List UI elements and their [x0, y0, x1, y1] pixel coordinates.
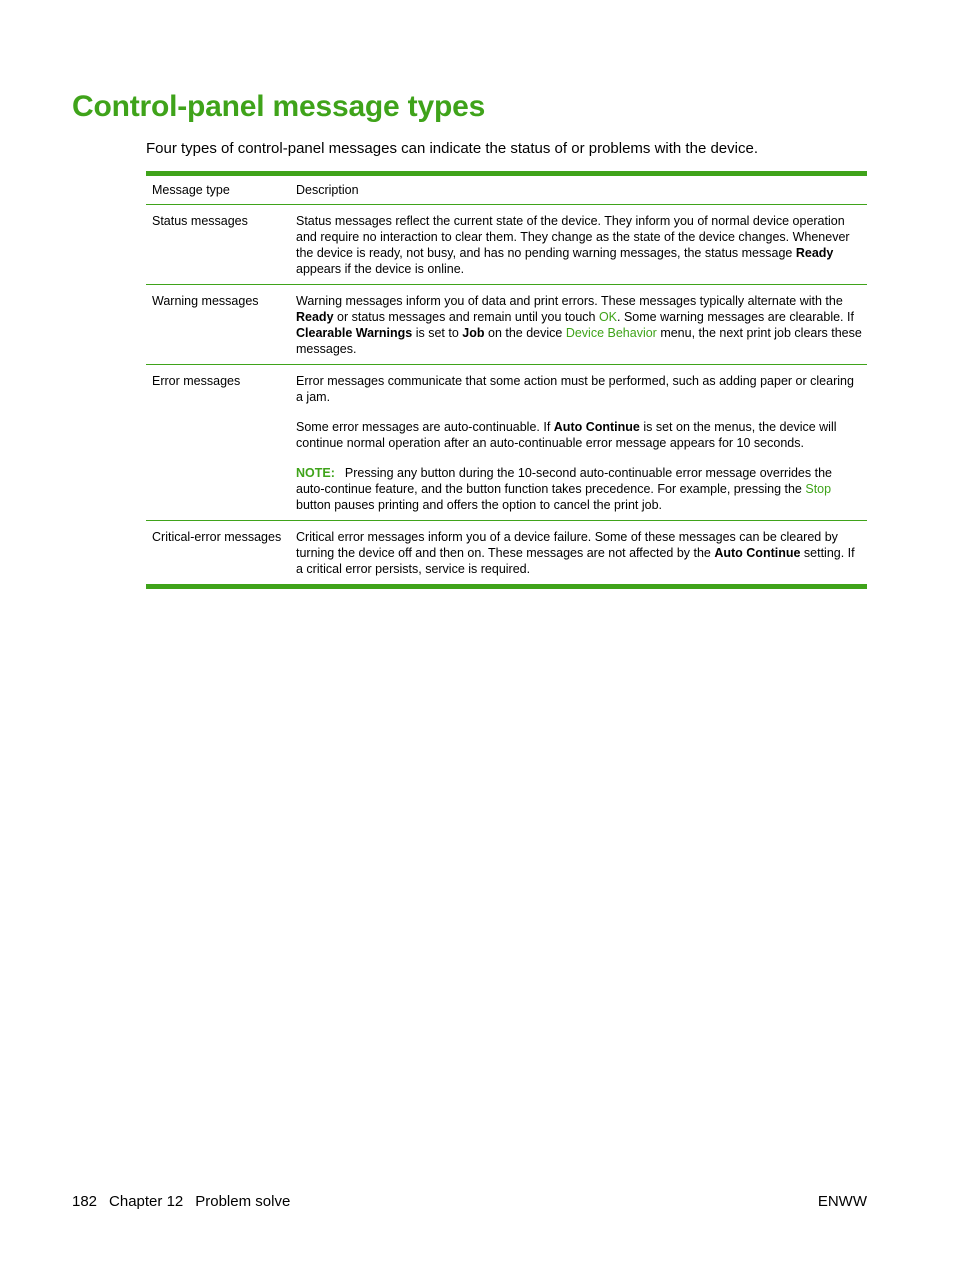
header-description: Description	[296, 183, 359, 197]
text: menu, the next print job clears these messages.	[296, 326, 862, 356]
text: . Some warning messages are clearable. If	[617, 310, 854, 324]
message-types-table	[146, 171, 867, 589]
text: Critical error messages inform you of a device failure. Some of these messages can be cleared by turning the device off and then on. These messages are not affected by the	[296, 530, 838, 560]
header-message-type: Message type	[152, 183, 230, 197]
table-row-warning	[146, 284, 867, 364]
error-description-1: Error messages communicate that some action must be performed, such as adding paper or clearing a jam.	[296, 374, 854, 404]
text: is set on the menus, the device will continue normal operation after an auto-continuable error message appears for 10 seconds.	[296, 420, 837, 450]
job-term: Job	[462, 326, 485, 340]
ready-term: Ready	[296, 310, 334, 324]
row-description-warning	[290, 285, 867, 364]
footer-right: ENWW	[817, 1193, 867, 1210]
stop-button-ref: Stop	[805, 482, 832, 496]
row-description-error	[290, 365, 867, 520]
text: setting. If a critical error persists, service is required.	[296, 546, 855, 576]
text: Status messages reflect the current state of the device. They inform you of normal device operation and require no interaction to clear them. They change as the state of the device changes. Whenever the device is ready, not busy, and has no pending warning messages, the status message	[296, 214, 850, 260]
section-label: Problem solve	[195, 1193, 291, 1210]
text: is set to	[412, 326, 463, 340]
clearable-warnings-term: Clearable Warnings	[296, 326, 413, 340]
row-type-warning: Warning messages	[152, 294, 259, 308]
table-header-row	[146, 176, 867, 204]
critical-description	[296, 529, 863, 577]
auto-continue-term: Auto Continue	[553, 420, 640, 434]
device-behavior-menu-ref: Device Behavior	[565, 326, 657, 340]
row-type-critical: Critical-error messages	[152, 530, 282, 544]
text: Pressing any button during the 10-second auto-continuable error message overrides the auto-continue feature, and the button function takes precedence. For example, pressing the	[296, 466, 832, 496]
note-label: NOTE:	[296, 466, 335, 480]
text: Some error messages are auto-continuable. If	[296, 420, 554, 434]
error-note	[296, 465, 863, 513]
auto-continue-term: Auto Continue	[714, 546, 801, 560]
warning-description	[296, 293, 863, 357]
text: appears if the device is online.	[296, 262, 465, 276]
table-row-status	[146, 204, 867, 284]
footer-left	[72, 1193, 290, 1211]
error-description-2	[296, 419, 863, 451]
page-number: 182	[72, 1193, 98, 1210]
page-title: Control-panel message types	[72, 90, 486, 123]
row-type-status: Status messages	[152, 214, 248, 228]
table-row-critical	[146, 520, 867, 584]
row-description-status	[290, 205, 867, 284]
chapter-label: Chapter 12	[109, 1193, 184, 1210]
ok-button-ref: OK	[598, 310, 618, 324]
table-row-error	[146, 364, 867, 520]
text: Warning messages inform you of data and print errors. These messages typically alternate with the	[296, 294, 843, 308]
status-description	[296, 213, 863, 277]
text: on the device	[484, 326, 566, 340]
intro-paragraph: Four types of control-panel messages can indicate the status of or problems with the device.	[146, 140, 758, 157]
row-description-critical	[290, 521, 867, 584]
text: button pauses printing and offers the option to cancel the print job.	[296, 498, 662, 512]
ready-term: Ready	[795, 246, 834, 260]
row-type-error: Error messages	[152, 374, 241, 388]
text: or status messages and remain until you touch	[333, 310, 599, 324]
